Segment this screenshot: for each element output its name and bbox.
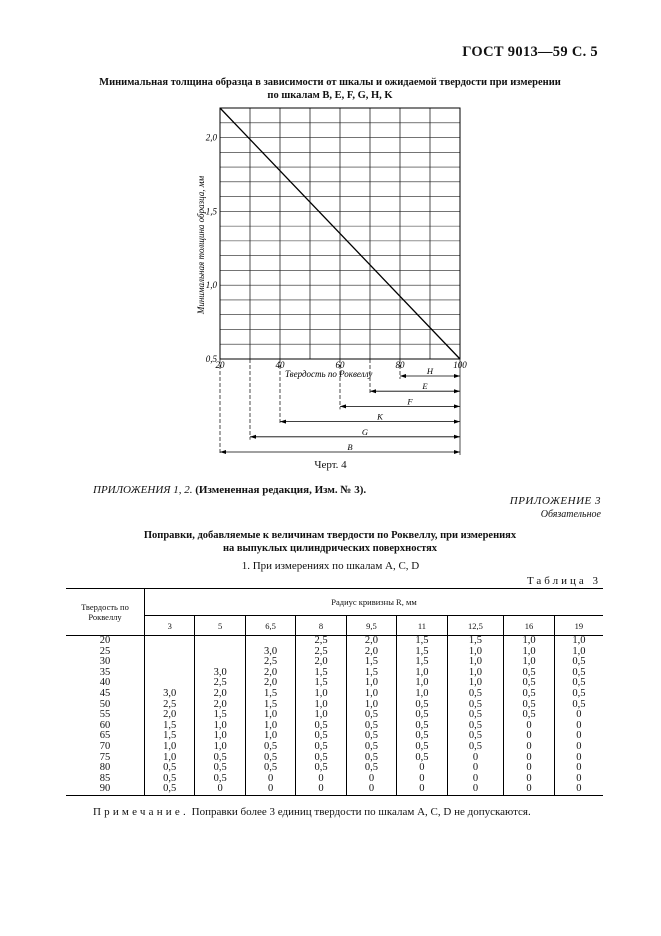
scale-range-arrow [250,435,256,439]
page-header: ГОСТ 9013—59 С. 5 [462,44,598,60]
correction-cell: 0,5 [397,731,447,742]
correction-cell: 1,0 [554,647,603,658]
correction-cell: 0,5 [397,753,447,764]
correction-cell [145,647,195,658]
correction-cell: 0,5 [145,763,195,774]
radius-header: 5 [195,616,245,636]
correction-cell: 0 [397,763,447,774]
correction-cell: 0,5 [447,700,504,711]
correction-cell: 0,5 [145,784,195,795]
correction-cell: 1,5 [397,657,447,668]
scale-range-arrow [454,404,460,408]
correction-cell: 3,0 [145,689,195,700]
correction-cell: 1,0 [504,657,554,668]
correction-cell: 0 [554,721,603,732]
x-tick-label: 60 [335,360,345,370]
correction-cell: 0,5 [504,678,554,689]
correction-cell: 0,5 [145,774,195,785]
correction-cell [245,636,295,647]
correction-cell: 0 [554,763,603,774]
correction-cell: 2,5 [195,678,245,689]
correction-cell: 0 [554,753,603,764]
correction-cell: 0,5 [346,753,396,764]
correction-cell: 1,5 [346,657,396,668]
x-tick-label: 80 [395,360,405,370]
hardness-cell: 85 [99,772,111,784]
correction-cell: 1,5 [245,689,295,700]
correction-cell: 1,0 [447,678,504,689]
correction-cell: 0 [346,784,396,795]
correction-cell: 2,0 [296,657,346,668]
correction-cell: 2,5 [145,700,195,711]
correction-cell: 0 [447,774,504,785]
scale-range-label: K [377,411,383,422]
correction-cell: 0 [296,774,346,785]
radius-header: 9,5 [346,616,396,636]
correction-cell: 1,5 [245,700,295,711]
correction-cell: 1,0 [296,700,346,711]
table-row [66,721,603,732]
correction-cell: 0,5 [346,731,396,742]
correction-cell: 1,5 [145,721,195,732]
scale-range-label: E [422,381,428,392]
correction-cell: 2,0 [195,689,245,700]
appendix-1-2-amendment: (Измененная редакция, Изм. № 3). [195,484,367,496]
row-header-cell [66,589,145,636]
correction-cell: 0,5 [195,763,245,774]
hardness-cell: 75 [99,751,111,763]
row-header: Твердость по Роквеллу [81,602,129,622]
correction-cell: 2,5 [296,647,346,658]
hardness-cell: 80 [99,762,111,774]
hardness-cell: 50 [99,698,111,710]
scale-range-arrow [454,435,460,439]
correction-cell: 1,0 [195,742,245,753]
correction-cell: 0,5 [296,731,346,742]
correction-cell: 0 [504,763,554,774]
table-body [66,636,603,796]
scale-range-arrow [454,420,460,424]
correction-cell: 0,5 [447,742,504,753]
radius-header: 16 [504,616,554,636]
hardness-cell: 65 [99,730,111,742]
group-header: Радиус кривизны R, мм [145,589,604,616]
correction-cell: 1,0 [504,647,554,658]
correction-cell: 0 [504,774,554,785]
correction-cell: 1,5 [195,710,245,721]
correction-cell: 1,0 [504,636,554,647]
correction-cell: 2,0 [145,710,195,721]
table-row [66,753,603,764]
correction-cell: 1,0 [346,678,396,689]
scale-range-label: F [407,396,413,407]
figure-title-line1: Минимальная толщина образца в зависимости от шкалы и ожидаемой твердости при измерении [99,77,561,88]
correction-cell: 2,0 [245,668,295,679]
x-tick-label: 20 [215,360,225,370]
correction-cell: 0,5 [296,721,346,732]
hardness-cell: 25 [99,645,111,657]
correction-cell [145,657,195,668]
hardness-cell: 30 [99,656,111,668]
correction-cell: 1,0 [447,647,504,658]
correction-cell: 0,5 [296,763,346,774]
correction-cell: 0 [504,731,554,742]
table-note [93,806,531,818]
y-tick-label: 2,0 [205,132,217,143]
scale-range-label: B [347,442,353,452]
correction-cell: 3,0 [245,647,295,658]
correction-cell: 2,5 [296,636,346,647]
correction-cell: 1,5 [447,636,504,647]
correction-cell: 0,5 [397,710,447,721]
correction-cell: 0,5 [447,731,504,742]
correction-cell: 2,0 [195,700,245,711]
correction-cell: 0 [504,742,554,753]
correction-cell: 0,5 [296,742,346,753]
figure-caption: Черт. 4 [314,459,347,471]
correction-cell: 1,0 [447,657,504,668]
correction-cell: 0 [447,753,504,764]
table-title-line1: Поправки, добавляемые к величинам твердости по Роквеллу, при измерениях [143,530,517,541]
correction-cell: 1,0 [447,668,504,679]
correction-cell: 0 [504,784,554,795]
correction-cell: 0,5 [504,700,554,711]
table-row [66,689,603,700]
correction-cell: 0,5 [447,689,504,700]
hardness-cell: 55 [99,709,111,721]
hardness-cell: 45 [99,687,111,699]
correction-cell: 0,5 [346,742,396,753]
chart-ticks [206,133,468,370]
hardness-cell: 20 [99,635,111,646]
radius-header: 8 [296,616,346,636]
hardness-cell: 70 [99,740,111,752]
figure-title-line2: по шкалам B, E, F, G, H, K [267,89,393,101]
correction-cell: 0 [554,742,603,753]
scale-range-arrow [400,374,406,378]
correction-cell: 1,5 [145,731,195,742]
corrections-table [66,588,603,796]
correction-cell: 1,0 [346,689,396,700]
x-axis-label: Твердость по Роквеллу [285,369,373,379]
correction-cell: 1,0 [195,731,245,742]
table-row [66,636,603,647]
table-subtitle: 1. При измерениях по шкалам A, C, D [241,560,420,572]
radius-header: 11 [397,616,447,636]
correction-cell: 0,5 [245,763,295,774]
correction-cell: 0 [447,763,504,774]
correction-cell: 1,0 [397,689,447,700]
y-tick-label: 0,5 [205,354,217,364]
scale-range-arrow [454,450,460,454]
appendix-1-2-label: ПРИЛОЖЕНИЯ 1, 2. [93,484,193,496]
correction-cell: 0,5 [554,657,603,668]
correction-cell: 1,0 [397,678,447,689]
hardness-cell: 90 [66,784,145,795]
y-tick-label: 1,0 [205,280,217,291]
appendix-3-status: Обязательное [540,509,601,520]
hardness-cell: 60 [99,719,111,731]
correction-cell: 0 [397,774,447,785]
correction-cell [195,647,245,658]
appendix-1-2-note [93,484,366,496]
y-axis-label: Минимальная толщина образца, мм [196,175,206,315]
radius-header: 12,5 [447,616,504,636]
correction-cell: 0 [245,784,295,795]
table-row [66,731,603,742]
correction-cell: 0,5 [397,742,447,753]
correction-cell: 0 [554,774,603,785]
table-row [66,784,603,795]
table-row [66,742,603,753]
correction-cell: 1,0 [554,636,603,647]
correction-cell: 3,0 [195,668,245,679]
table-row [66,774,603,785]
correction-cell: 0,5 [504,689,554,700]
hardness-cell: 35 [99,666,111,678]
correction-cell: 0 [346,774,396,785]
scale-range-arrow [454,389,460,393]
correction-cell: 1,0 [195,721,245,732]
correction-cell [145,636,195,647]
x-tick-label: 40 [275,360,285,370]
correction-cell: 1,5 [296,678,346,689]
correction-cell: 1,5 [346,668,396,679]
correction-cell: 2,0 [245,678,295,689]
correction-cell: 0,5 [397,721,447,732]
correction-cell: 0,5 [296,753,346,764]
correction-cell: 2,0 [346,636,396,647]
correction-cell: 0 [447,784,504,795]
correction-cell: 0,5 [504,710,554,721]
correction-cell: 0,5 [554,689,603,700]
correction-cell: 0 [195,784,245,795]
correction-cell: 0,5 [245,753,295,764]
correction-cell: 0,5 [504,668,554,679]
radius-header: 6,5 [245,616,295,636]
correction-cell: 0,5 [447,710,504,721]
correction-cell [145,668,195,679]
appendix-3-title: ПРИЛОЖЕНИЕ 3 [509,495,601,507]
correction-cell: 1,0 [296,710,346,721]
correction-cell: 0 [554,784,603,795]
correction-cell: 0,5 [554,668,603,679]
radius-header: 19 [554,616,603,636]
scale-range-label: G [361,426,369,437]
correction-cell: 1,0 [397,668,447,679]
correction-cell: 2,5 [245,657,295,668]
correction-cell: 1,0 [245,710,295,721]
correction-cell: 0,5 [447,721,504,732]
table-label: Таблица 3 [526,575,601,587]
correction-cell: 0 [397,784,447,795]
scale-range-label: H [426,366,434,376]
table-title-line2: на выпуклых цилиндрических поверхностях [222,542,438,554]
correction-cell: 0 [554,710,603,721]
hardness-cell: 40 [99,677,111,689]
correction-cell: 2,0 [346,647,396,658]
correction-cell: 0 [245,774,295,785]
scale-range-arrow [340,404,346,408]
correction-cell: 1,5 [296,668,346,679]
correction-cell: 0,5 [245,742,295,753]
correction-cell [195,636,245,647]
scale-range-arrow [370,389,376,393]
x-tick-label: 100 [453,360,467,370]
correction-cell: 0,5 [346,710,396,721]
correction-cell: 1,0 [346,700,396,711]
correction-cell: 1,5 [397,647,447,658]
radii-header-row [66,616,603,636]
correction-cell: 1,5 [397,636,447,647]
y-tick-label: 1,5 [205,206,217,217]
correction-cell: 0,5 [346,763,396,774]
correction-cell: 0,5 [554,678,603,689]
correction-cell: 1,0 [145,742,195,753]
correction-cell: 0 [504,721,554,732]
appendix-3-heading [510,495,601,521]
correction-cell: 1,0 [245,721,295,732]
correction-cell: 0 [296,784,346,795]
table-title [80,530,580,555]
scale-range-arrow [280,420,286,424]
correction-cell: 0,5 [554,700,603,711]
correction-cell: 0,5 [195,753,245,764]
table-row [66,710,603,721]
correction-cell: 1,0 [145,753,195,764]
radius-header: 3 [145,616,195,636]
note-text: Поправки более 3 единиц твердости по шкалам A, C, D не допускаются. [191,806,531,818]
correction-cell: 1,0 [296,689,346,700]
scale-range-arrow [220,450,226,454]
table-row [66,763,603,774]
correction-cell: 0 [504,753,554,764]
scale-range-arrow [454,374,460,378]
correction-cell: 1,0 [245,731,295,742]
correction-cell: 0 [554,731,603,742]
correction-cell: 0,5 [397,700,447,711]
note-label: Примечание. [93,806,189,818]
correction-cell: 0,5 [195,774,245,785]
correction-cell: 0,5 [346,721,396,732]
